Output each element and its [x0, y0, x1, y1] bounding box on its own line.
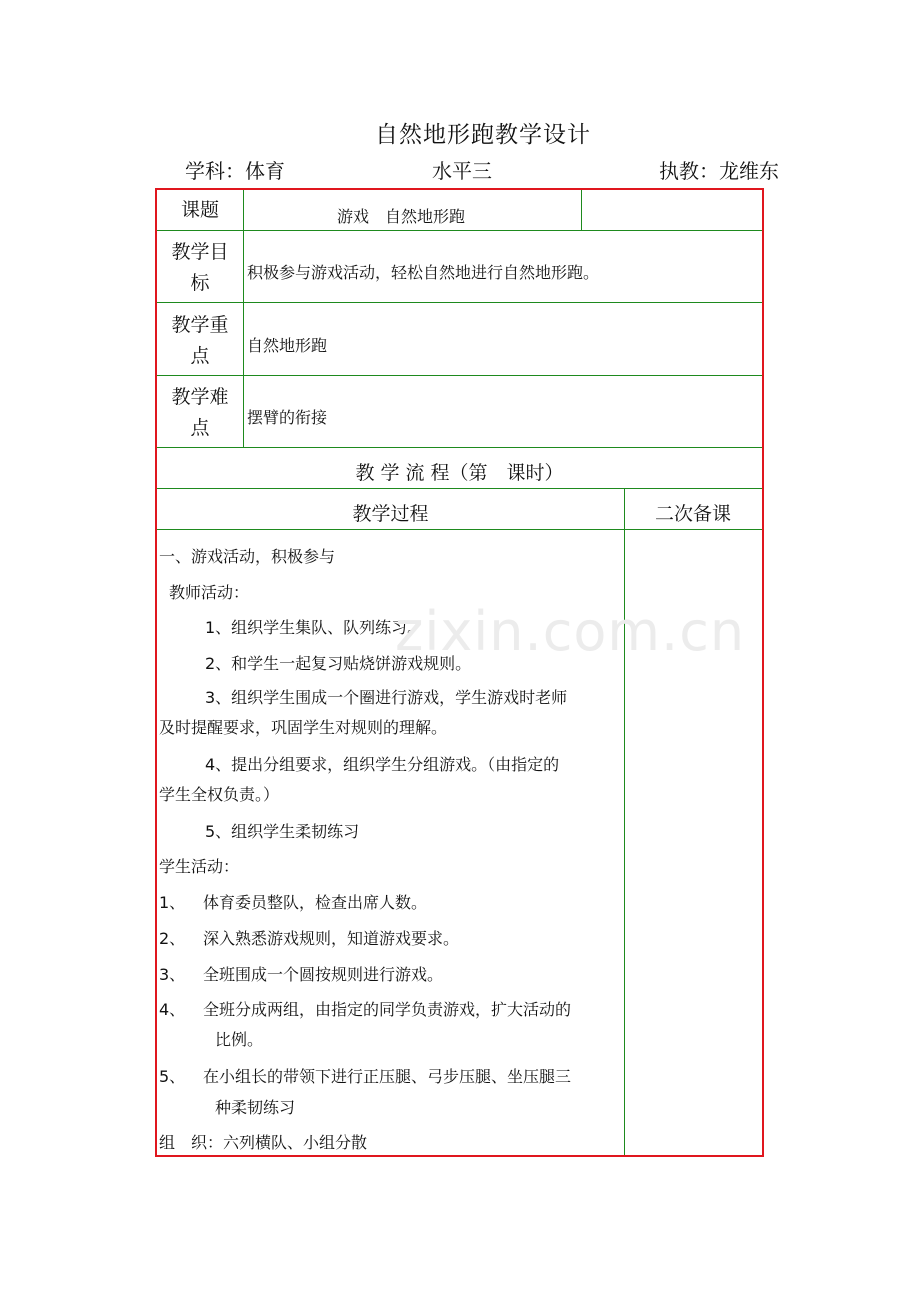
teacher-step-2: 2、和学生一起复习贴烧饼游戏规则。	[205, 654, 472, 673]
section-heading: 一、游戏活动，积极参与	[159, 547, 336, 566]
student-step-1-number: 1、	[159, 893, 186, 912]
difficulty-label-line1: 教学难	[171, 386, 229, 408]
focus-label-line1: 教学重	[171, 314, 229, 336]
focus-label	[157, 310, 243, 372]
teacher-step-3b: 及时提醒要求，巩固学生对规则的理解。	[159, 718, 448, 737]
row-divider	[157, 302, 762, 303]
student-activity-heading: 学生活动：	[159, 857, 240, 876]
focus-label-line2: 点	[190, 345, 210, 367]
row-divider	[157, 529, 762, 530]
student-step-4-number: 4、	[159, 1000, 186, 1019]
topic-label: 课题	[180, 199, 219, 221]
goal-label	[157, 237, 243, 299]
watermark: zixin.com.cn	[395, 600, 746, 663]
row-divider	[157, 230, 762, 231]
student-step-4a: 全班分成两组，由指定的同学负责游戏，扩大活动的	[203, 1000, 572, 1019]
organization-line: 组 织：六列横队、小组分散	[159, 1133, 368, 1152]
student-step-5-number: 5、	[159, 1067, 186, 1086]
difficulty-label-line2: 点	[190, 417, 210, 439]
row-divider	[157, 375, 762, 376]
student-step-5b: 种柔韧练习	[215, 1098, 296, 1117]
teacher-step-3a: 3、组织学生围成一个圈进行游戏，学生游戏时老师	[205, 688, 568, 707]
teacher-step-1: 1、组织学生集队、队列练习。	[205, 618, 424, 637]
student-step-3: 全班围成一个圆按规则进行游戏。	[203, 965, 444, 984]
prep-column-divider	[624, 488, 625, 1155]
topic-extra-divider	[581, 190, 582, 230]
student-step-4b: 比例。	[215, 1030, 264, 1049]
goal-label-line1: 教学目	[171, 241, 229, 263]
difficulty-value: 摆臂的衔接	[247, 408, 328, 427]
goal-label-line2: 标	[190, 272, 210, 294]
document-title: 自然地形跑教学设计	[375, 122, 591, 148]
subject-label: 学科：体育	[185, 159, 285, 183]
teacher-activity-heading: 教师活动：	[169, 583, 250, 602]
student-step-2: 深入熟悉游戏规则，知道游戏要求。	[203, 929, 460, 948]
student-step-5a: 在小组长的带领下进行正压腿、弓步压腿、坐压腿三	[203, 1067, 572, 1086]
student-step-2-number: 2、	[159, 929, 186, 948]
topic-value: 游戏 自然地形跑	[337, 207, 466, 226]
teacher-step-5: 5、组织学生柔韧练习	[205, 822, 360, 841]
student-step-3-number: 3、	[159, 965, 186, 984]
focus-value: 自然地形跑	[247, 336, 328, 355]
row-divider	[157, 447, 762, 448]
goal-value: 积极参与游戏活动，轻松自然地进行自然地形跑。	[247, 263, 600, 282]
level-label: 水平三	[432, 159, 492, 183]
teacher-step-4a: 4、提出分组要求，组织学生分组游戏。（由指定的	[205, 755, 560, 774]
process-heading: 教学过程	[352, 503, 429, 525]
flow-heading: 教 学 流 程（第 课时）	[355, 462, 564, 484]
label-column-divider	[243, 190, 244, 447]
row-divider	[157, 488, 762, 489]
teacher-step-4b: 学生全权负责。）	[159, 785, 280, 804]
prep-heading: 二次备课	[654, 503, 731, 525]
lesson-plan-table	[155, 188, 764, 1157]
difficulty-label	[157, 382, 243, 444]
teacher-label: 执教：龙维东	[659, 159, 779, 183]
student-step-1: 体育委员整队，检查出席人数。	[203, 893, 428, 912]
